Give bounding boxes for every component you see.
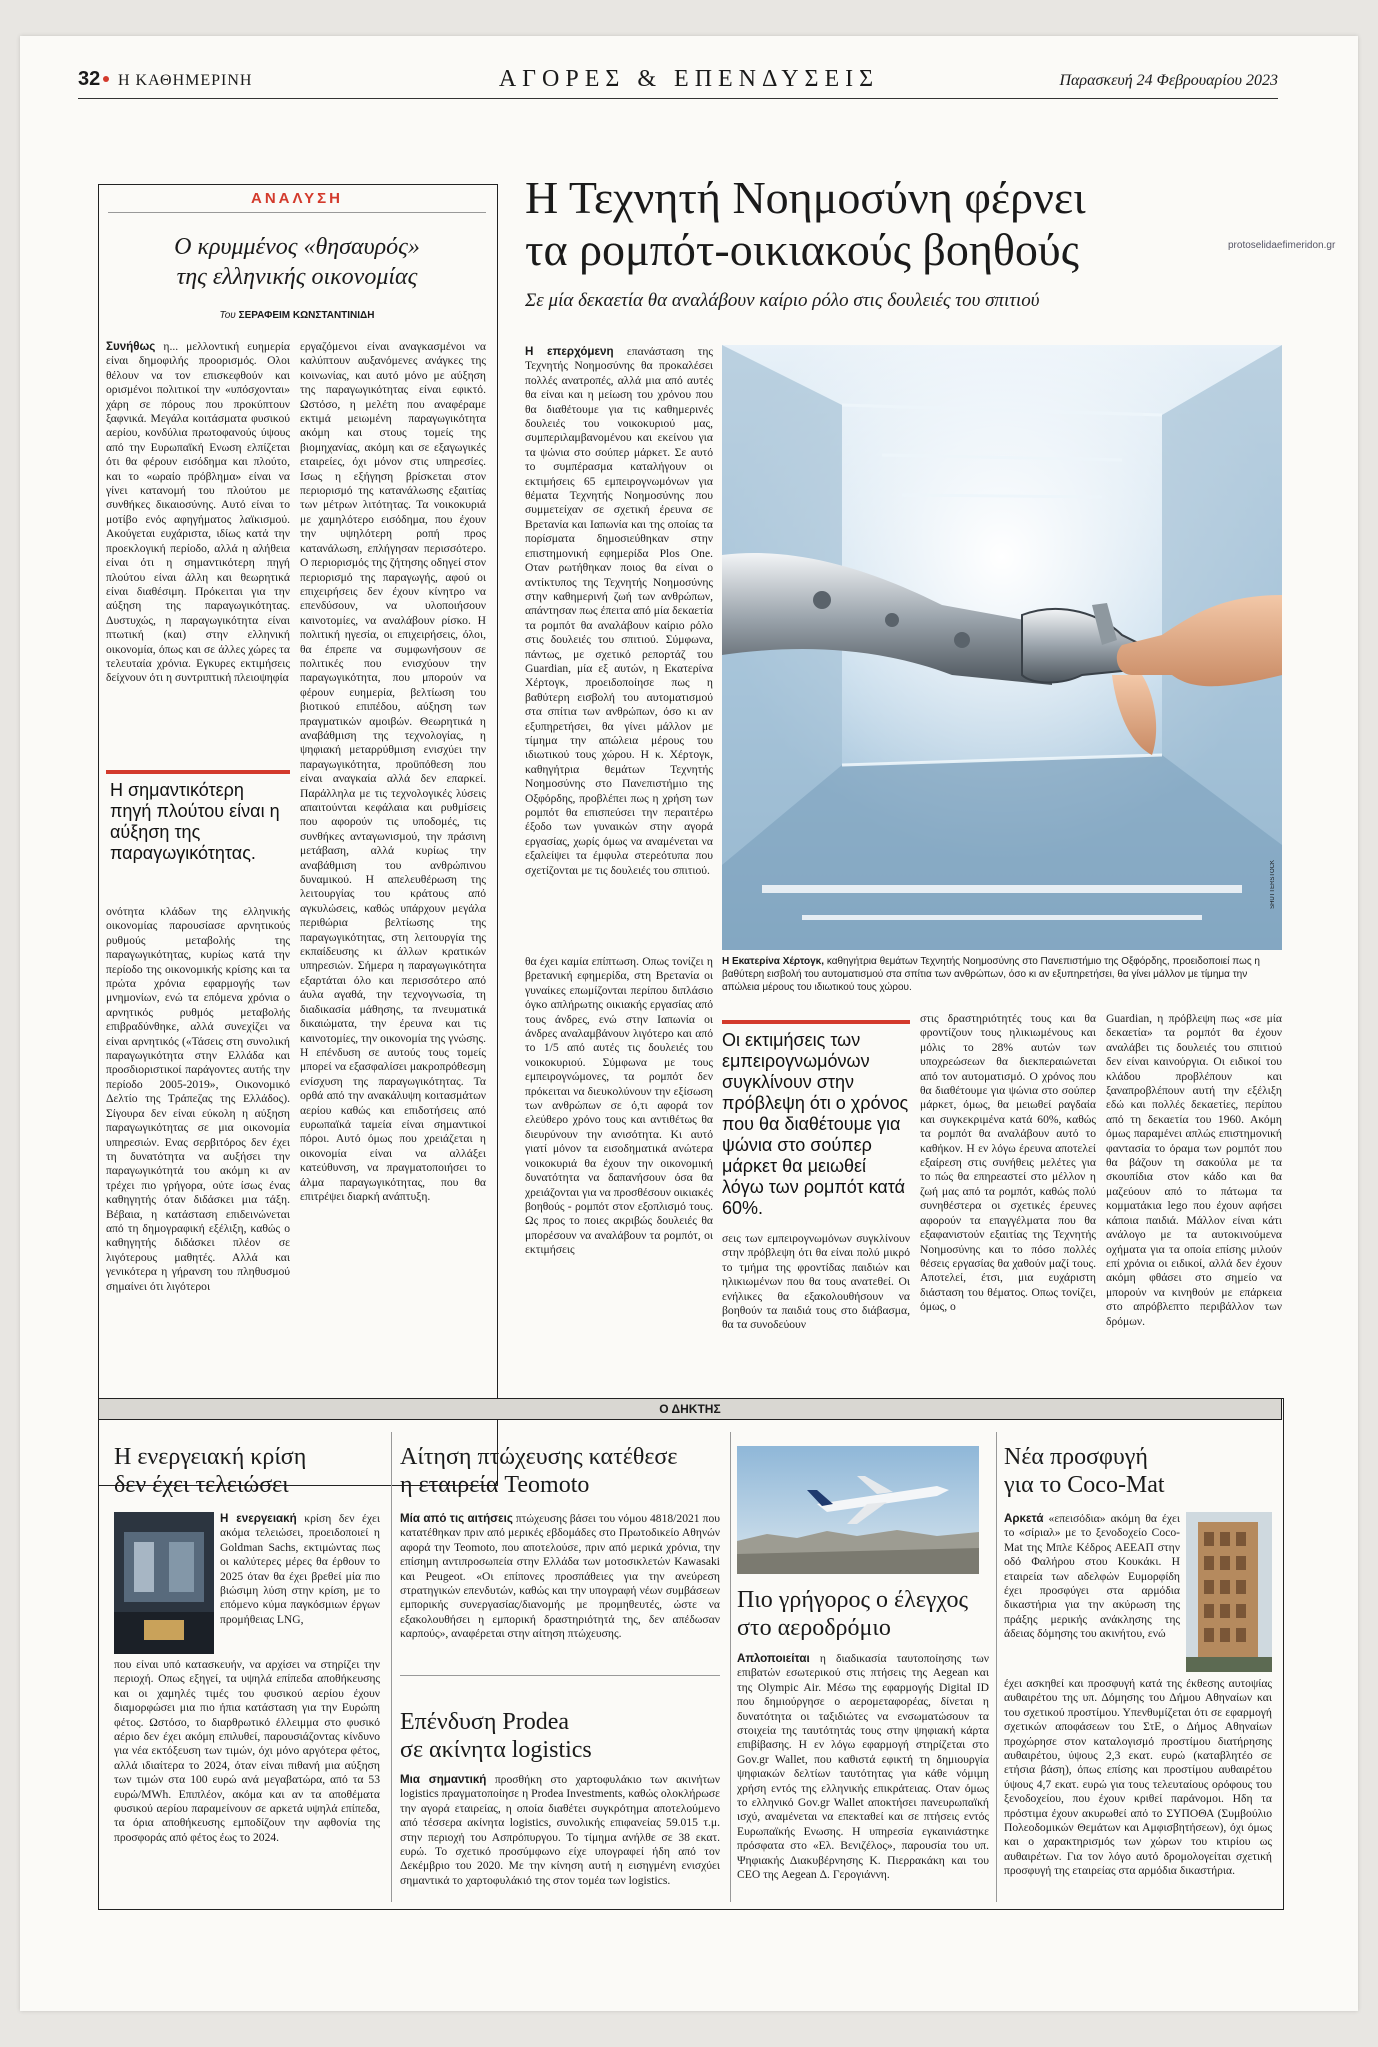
indicator-body-energy-2: που είναι υπό κατασκευήν, να αρχίσει να στηρίζει την περιοχή. Οπως εξηγεί, τα υψηλά επίπεδα αποθήκευσης και οι χαμηλές τιμές του φυσικού αερίου έχουν διαμορφώσει μια πιο ήπια κατάσταση για την Ευρώπη φέτος. Ωστόσο, το διαρθρωτικό έλλειμμα στο φυσικό αέριο δεν έχει ακόμη επιλυθεί, παρουσιάζοντας κίνδυνο για νέα εκτόξευση των τιμών, όχι μόνο αργότερα φέτος, αλλά ιδιαίτερα το 2024, όταν είναι πιθανή μια αύξηση των τιμών στα 100 ευρώ ανά μεγαβατώρα, από τα 53 ευρώ/MWh. Επιπλέον, ακόμα και αν τα αποθέματα φυσικού αερίου παραμείνουν σε αρκετά υψηλά επίπεδα, τα όρια αποθήκευσης εμποδίζουν την αφθονία της προσφοράς από φέτος έως το 2024. (114, 1658, 380, 1844)
analysis-title-line1: Ο κρυμμένος «θησαυρός» (174, 234, 420, 260)
newspaper-name: Η ΚΑΘΗΜΕΡΙΝΗ (118, 72, 253, 89)
lead-word: Αρκετά (1004, 1512, 1044, 1525)
prodea-text: προσθήκη στο χαρτοφυλάκιο των ακινήτων logistics πραγματοποίησε η Prodea Investments, καθώς ολοκλήρωσε την αγορά εταιρείας, η οποία διαθέτει συγκρότημα αποτελούμενο από τέσσερα ακίνητα logistics, συνολικής επιφανείας 59.015 τ.μ. στην περιοχή του Ασπρόπυργου. Το τίμημα ανήλθε σε 38 εκατ. ευρώ. Το σχετικό προσύμφωνο είχε υπογραφεί ήδη από τον Δεκέμβριο του 2020. Με την κίνηση αυτή η εισηγμένη ενισχύει σημαντικά το χαρτοφυλάκιό της στον τομέα των logistics. (400, 1773, 720, 1887)
indicator-title-teomoto (400, 1443, 720, 1499)
indicator-title-energy (114, 1443, 384, 1499)
headline-line2: τα ρομπότ-οικιακούς βοηθούς (525, 224, 1079, 275)
teomoto-text: πτώχευσης βάσει του νόμου 4818/2021 που κατατέθηκαν πριν από μερικές εβδομάδες στο Πρωτοδικείο Αθηνών αφορά την Teomoto, που αποτελούσε, πριν από μερικά χρόνια, την επίσημη αντιπροσωπεία στην Ελλάδα των μοτοσικλετών Kawasaki και Peugeot. «Οι επίπονες προσπάθειες για την ανεύρεση στρατηγικών επενδυτών, καθώς και την υπογραφή νέων συμβάσεων εμπορικής συνεργασίας/διανομής με προμηθευτές, ώστε να εξακολουθήσει η εμπορική δραστηριότητά της, δεν απέδωσαν καρπούς», αναφέρεται στην αίτηση πτώχευσης. (400, 1512, 720, 1641)
indicator-body-energy-1 (220, 1512, 380, 1657)
wrap-text: «επεισόδια» ακόμη θα έχει το «σίριαλ» με το ξενοδοχείο Coco-Mat της Μπλε Κέδρος ΑΕΕΑΠ στην οδό Φαλήρου στου Κουκάκι. Η εταιρεία των αδελφών Ευμορφίδη έχει προσφύγει στα αρμόδια δικαστήρια για την ακύρωση της πράξης μερικής ανάκλησης της άδειας δόμησης του ακινήτου, ενώ (1004, 1512, 1180, 1641)
main-body-1-text: επανάσταση της Τεχνητής Νοημοσύνης θα προκαλέσει πολλές ανατροπές, αλλά μια από αυτές θα είναι και η μείωση του χρόνου που θα διαθέτουμε για τις καθημερινές δουλειές του νοικοκυριού μας, συμπεριλαμβανομένου και εκείνου για τα ψώνια στο σούπερ μάρκετ. Σε αυτό το συμπέρασμα καταλήγουν οι εκτιμήσεις 65 εμπειρογνωμόνων για θέματα Τεχνητής Νοημοσύνης που συμμετείχαν σε σχετική έρευνα σε Βρετανία και Ιαπωνία και της οποίας τα πορίσματα δημοσιεύθηκαν στην επιστημονική εφημερίδα Plos One. Οταν ρωτήθηκαν ποιος θα είναι ο αντίκτυπος της Τεχνητής Νοημοσύνης στην καθημερινή ζωή των ανθρώπων, απάντησαν πως έπειτα από μία δεκαετία τα ρομπότ θα αναλάβουν καίριο ρόλο στις δουλειές του σπιτιού. Σύμφωνα, πάντως, με σχετικό ρεπορτάζ του Guardian, μία εξ αυτών, η Εκατερίνα Χέρτογκ, προειδοποίησε πως η βαθύτερη εισβολή του αυτοματισμού στα σπίτια των ανθρώπων, όσο κι αν εξυπηρετήσει, θα γίνει μάλλον με τίμημα την απώλεια μέρους του ιδιωτικού τους χώρου. Η κ. Χέρτογκ, καθηγήτρια θεμάτων Τεχνητής Νοημοσύνης στο Πανεπιστήμιο της Οξφόρδης, προβλέπει πως η χρήση των ρομπότ θα επισπεύσει την περαιτέρω έξοδο των γυναικών στην αγορά εργασίας, χωρίς όμως να αναμένεται να εξαλείψει τα έμφυλα στερεότυπα που σχετίζονται με τις δουλειές του σπιτιού. (525, 345, 713, 877)
main-headline (525, 172, 1245, 276)
indicator-title-cocomat (1004, 1443, 1274, 1499)
lead-word: Συνήθως (106, 340, 156, 353)
watermark: protoselidaefimeridon.gr (1228, 240, 1336, 251)
title-line: δεν έχει τελειώσει (114, 1472, 289, 1498)
indicator-title-prodea (400, 1708, 720, 1764)
title-line: σε ακίνητα logistics (400, 1737, 592, 1763)
indicator-body-airport (737, 1652, 989, 1902)
analysis-col1-top (106, 340, 290, 752)
wrap-text: κρίση δεν έχει ακόμα τελειώσει, προειδοποιεί η Goldman Sachs, εκτιμώντας πως οι καλύτερες μέρες θα έρθουν το 2025 όταν θα έχει βρεθεί μία πιο βιώσιμη λύση στην κρίση, με το επόμενο κύμα παγκόσμιων έργων προμήθειας LNG, (220, 1512, 380, 1626)
main-body-5: Guardian, η πρόβλεψη πως «σε μία δεκαετία» τα ρομπότ θα έχουν αναλάβει τις δουλειές του σπιτιού δεν είναι καινούργια. Οι ειδικοί του κλάδου προβλέπουν και ξαναπροβλέπουν αυτή την εξέλιξη εδώ και πολλές δεκαετίες, περίπου από τη δεκαετία του 1960. Ακόμη όμως παραμένει απλώς επιστημονική φαντασία το όραμα των ρομπότ που θα βάζουν τη σακούλα με τα σκουπίδια στον κάδο και θα μαζεύουν από το πάτωμα τα κομματάκια lego που έχουν αφήσει κάποια παιδιά. Μάλλον είναι κάτι ανάλογο με τα αυτοκινούμενα οχήματα για τα οποία επίσης μιλούν επί χρόνια οι ειδικοί, αλλά δεν έχουν ακόμη φθάσει στο σημείο να μπορούν να κινηθούν με επάρκεια στο απρόβλεπτο περιβάλλον των δρόμων. (1106, 1012, 1282, 1328)
byline-prefix: Του (219, 310, 236, 321)
pullquote-rule (722, 1020, 910, 1024)
header-rule (78, 98, 1278, 99)
analysis-title (108, 232, 486, 292)
analysis-body-1: η... μελλοντική ευημερία είναι δημοφιλής προορισμός. Ολοι θέλουν να τον επισκεφθούν και ορισμένοι πολιτικοί την «υπόσχονται» χάρη σε πόρους που προκύπτουν ξαφνικά. Μεγάλα κοιτάσματα φυσικού αερίου, κονδύλια πρωτοφανούς ύψους από την Ευρωπαϊκή Ενωση ελπίζεται ότι θα φέρουν εισόδημα και πλούτο, και το «ωραίο πρόβλημα» είναι να γίνει κατανομή του πλούτου με συνθήκες δικαιοσύνης. Αυτό είναι το μοτίβο ενός αφηγήματος λαϊκισμού. Ακούγεται ευχάριστα, ιδίως κατά την προεκλογική περίοδο, αλλά η αλήθεια είναι ότι η σημαντικότερη πηγή πλούτου είναι άλλη και θεωρητικά είναι διαθέσιμη. Πρόκειται για την αύξηση της παραγωγικότητας. Δυστυχώς, η παραγωγικότητα είναι πτωτική (και) στην ελληνική οικονομία, όπως και σε άλλες χώρες τα τελευταία χρόνια. Εγκυρες εκτιμήσεις δείχνουν ότι η συντριπτική πλειοψηφία (106, 340, 290, 685)
airport-text: η διαδικασία ταυτοποίησης των επιβατών εσωτερικού στις πτήσεις της Aegean και της Olympic Air. Μέσω της εφαρμογής Digital ID που δημιούργησε ο αερομεταφορέας, δίνεται η δυνατότητα οι ταξιδιώτες να ενσωματώσουν τα στοιχεία της ταυτότητάς τους στην ψηφιακή κάρτα επιβίβασης. Η εν λόγω εφαρμογή στηρίζεται στο Gov.gr Wallet, που καθιστά εφικτή τη δημιουργία ψηφιακών δελτίων ταυτότητας για κάθε νόμιμη χρήση εντός της ελληνικής επικράτειας. Οταν όμως το ελληνικό Gov.gr Wallet αποκτήσει πανευρωπαϊκή ισχύ, αναμένεται να επεκταθεί και σε πτήσεις εντός Ευρωπαϊκής Ενωσης. Η υπηρεσία εγκαινιάστηκε πρόσφατα στο «Ελ. Βενιζέλος», παρουσία του υπ. Ψηφιακής Διακυβέρνησης Κ. Πιερρακάκη και του CEO της Aegean Δ. Γερογιάννη. (737, 1652, 989, 1882)
hotel-building-photo (1186, 1512, 1272, 1672)
photo-caption (722, 955, 1282, 994)
column-divider (996, 1432, 997, 1902)
indicator-body-teomoto (400, 1512, 720, 1670)
title-line: η εταιρεία Teomoto (400, 1472, 590, 1498)
title-line: Επένδυση Prodea (400, 1709, 570, 1735)
kicker-rule (108, 212, 486, 213)
title-line: Νέα προσφυγή (1004, 1444, 1148, 1470)
main-pullquote: Οι εκτιμήσεις των εμπειρογνωμόνων συγκλίνουν στην πρόβλεψη ότι ο χρόνος που θα διαθέτουμε για ψώνια στο σούπερ μάρκετ θα μειωθεί λόγω των ρομπότ κατά 60%. (722, 1030, 909, 1218)
column-divider (730, 1432, 731, 1902)
column-divider (391, 1432, 392, 1902)
analysis-body-3: εργαζόμενοι είναι αναγκασμένοι να καλύπτουν αυξανόμενες ανάγκες της κοινωνίας, και αυτό μόνο με αύξηση της παραγωγικότητας είναι εφικτό. Ωστόσο, η μελέτη που αναφέραμε εκτιμά μειωμένη παραγωγικότητα ακόμη και στους τομείς της βιομηχανίας, ακόμη και σε εξαγωγικές εταιρείες, όχι μόνον στις υπηρεσίες. Ισως η εξήγηση βρίσκεται στον περιορισμό της κατανάλωσης εξαιτίας των μέτρων λιτότητας. Τα νοικοκυριά με χαμηλότερο εισόδημα, που έχουν την υψηλότερη ροπή προς κατανάλωση, επλήγησαν περισσότερο. Ο περιορισμός της ζήτησης οδηγεί στον περιορισμό της παραγωγής, αφού οι επιχειρήσεις δεν έχουν κίνητρο να επενδύσουν, να υλοποιήσουν καινοτομίες, να αναλάβουν ρίσκο. Η πολιτική ηγεσία, οι επιχειρήσεις, όλοι, θα έπρεπε να συμφωνήσουν σε πολιτικές που ενισχύουν την παραγωγικότητα, που μπορούν να φέρουν ευημερία, βελτίωση του βιοτικού επιπέδου, αύξηση των πραγματικών αμοιβών. Θεωρητικά η αναβάθμιση της τεχνολογίας, η ψηφιακή μεταρρύθμιση ενισχύει την παραγωγικότητα, προϋπόθεση που είναι αναγκαία αλλά δεν επαρκεί. Παράλληλα με τις τεχνολογικές λύσεις απαιτούνται κεφάλαια και ρυθμίσεις που αφορούν τις υποδομές, τις συνθήκες ανταγωνισμού, την πράσινη μετάβαση, αλλά κυρίως την αναβάθμιση του ανθρώπινου δυναμικού. Η απελευθέρωση της λειτουργίας του κράτους από αγκυλώσεις, καθώς υπάρχουν μεγάλα περιθώρια βελτίωσης της παραγωγικότητας, στη λειτουργία της εκπαίδευσης κι άλλων κρατικών υπηρεσιών. Σήμερα η παραγωγικότητα εξαρτάται όλο και περισσότερο από άυλα αγαθά, την τεχνογνωσία, τη διαδικασία μάθησης, τα πνευματικά δικαιώματα, την έρευνα και τις καινοτομίες, την οικονομία της γνώσης. Η επένδυση σε αυτούς τους τομείς μπορεί να εξασφαλίσει μακροπρόθεσμη ενίσχυση της παραγωγικότητας. Τα ορθά από την ανακάλυψη κοιτασμάτων αερίου καθώς και επιδοτήσεις από ευρωπαϊκά ταμεία είναι σημαντικοί πόροι. Αυτό όμως που χρειάζεται η οικονομία είναι να αλλάξει κατεύθυνση, να πραγματοποιήσει το άλμα παραγωγικότητας, που θα επιτρέψει διαρκή ανάπτυξη. (300, 340, 486, 1203)
analysis-kicker: ΑΝΑΛΥΣΗ (251, 190, 343, 207)
indicator-body-prodea (400, 1773, 720, 1901)
caption-text: καθηγήτρια θεμάτων Τεχνητής Νοημοσύνης στο Πανεπιστήμιο της Οξφόρδης, προειδοποιεί πως η βαθύτερη εισβολή του αυτοματισμού στα σπίτια των ανθρώπων, όσο κι αν εξυπηρετήσει, θα γίνει μάλλον με τίμημα την απώλεια μέρους του ιδιωτικού τους χώρου. (722, 956, 1260, 993)
analysis-body-2: ονότητα κλάδων της ελληνικής οικονομίας παρουσίασε αρνητικούς ρυθμούς μεταβολής της παραγωγικότητας, κυρίως κατά την περίοδο της οικονομικής κρίσης και τα πρώτα χρόνια εφαρμογής των μνημονίων, ενώ τα επόμενα χρόνια ο αρνητικός ρυθμός μεταβολής επιβραδύνθηκε, αλλά συνεχίζει να είναι αρνητικός («Τάσεις στη συνολική παραγωγικότητα στην Ελλάδα και προσδιοριστικοί παράγοντες αυτής την περίοδο 2005-2019», Οικονομικό Δελτίο της Τράπεζας της Ελλάδος). Σίγουρα δεν είναι εύκολη η αύξηση παραγωγικότητας σε μια οικονομία υπηρεσιών. Ενας σερβιτόρος δεν έχει τη δυνατότητα να αυξήσει την παραγωγικότητά του ακόμη κι αν τρέχει πιο γρήγορα, ούτε ίσως ένας καθηγητής όταν διδάσκει μια τάξη. Βέβαια, η κατάσταση επιδεινώνεται από τη δημογραφική εξέλιξη, καθώς ο καθηγητής διδάσκει πλέον σε λιγότερους μαθητές. Αλλά και γενικότερα η γήρανση του πληθυσμού σημαίνει ότι λιγότεροι (106, 905, 290, 1293)
title-line: Πιο γρήγορος ο έλεγχος (737, 1587, 969, 1613)
issue-date: Παρασκευή 24 Φεβρουαρίου 2023 (1059, 72, 1278, 89)
indicator-body-cocomat-1 (1004, 1512, 1180, 1675)
lead-word: Η επερχόμενη (525, 345, 614, 358)
headline-line1: Η Τεχνητή Νοημοσύνη φέρνει (525, 172, 1086, 223)
caption-name: Η Εκατερίνα Χέρτογκ, (722, 956, 825, 967)
lead-word: Μια σημαντική (400, 1773, 487, 1786)
lead-word: Μία από τις αιτήσεις (400, 1512, 513, 1525)
article-divider (400, 1675, 720, 1676)
byline-name: ΣΕΡΑΦΕΙΜ ΚΩΝΣΤΑΝΤΙΝΙΔΗ (238, 310, 375, 321)
title-line: για το Coco-Mat (1004, 1472, 1165, 1498)
page-number: 32 (78, 68, 101, 90)
main-subtitle: Σε μία δεκαετία θα αναλάβουν καίριο ρόλο στις δουλειές του σπιτιού (525, 290, 1040, 311)
title-line: στο αεροδρόμιο (737, 1615, 891, 1641)
main-body-4: στις δραστηριότητές τους και θα φροντίζουν τους ηλικιωμένους και μόλις το 28% αυτών των υποχρεώσεων θα διεκπεραιώνεται από τον αυτοματισμό. Ο χρόνος που θα διαθέτουμε για ψώνια στο σούπερ μάρκετ, όμως, θα μειωθεί ραγδαία και συγκεκριμένα κατά 60%, καθώς τα ρομπότ θα αναλάβουν αυτό το καθήκον. Η εν λόγω έρευνα αποτελεί εξαίρεση στις συνήθεις μελέτες για το πώς θα επηρεαστεί στο μέλλον η ζωή μας από τα ρομπότ, καθώς πολύ συνηθέστερα οι σχετικές έρευνες αφορούν τα επαγγέλματα που θα εξαφανιστούν εξαιτίας της Τεχνητής Νοημοσύνης και το πόσο πολλές θέσεις εργασίας θα χαθούν μαζί τους. Αποτελεί, έτσι, μια ευχάριστη διάσταση του θέματος. Οπως τονίζει, όμως, ο (920, 1012, 1096, 1314)
gas-facility-photo (114, 1512, 214, 1654)
section-title: ΑΓΟΡΕΣ & ΕΠΕΝΔΥΣΕΙΣ (498, 66, 880, 92)
airplane-photo (737, 1446, 979, 1574)
analysis-title-line2: της ελληνικής οικονομίας (176, 264, 418, 290)
robot-hand-photo (722, 345, 1282, 950)
main-body-3: σεις των εμπειρογνωμόνων συγκλίνουν στην πρόβλεψη ότι θα είναι πολύ μικρό το τμήμα της φροντίδας παιδιών και ηλικιωμένων που θα τους ανατεθεί. Οι ενήλικες θα εξακολουθήσουν να βοηθούν τα παιδιά τους στο διάβασμα, θα τα συνοδεύουν (722, 1232, 910, 1332)
title-line: Αίτηση πτώχευσης κατέθεσε (400, 1444, 678, 1470)
main-body-1 (525, 345, 713, 950)
lead-word: Η ενεργειακή (220, 1512, 297, 1525)
indicator-title-airport (737, 1586, 987, 1642)
title-line: Η ενεργειακή κρίση (114, 1444, 307, 1470)
photo-credit: SHUTTERSTOCK (1270, 860, 1276, 909)
main-body-2: θα έχει καμία επίπτωση. Οπως τονίζει η βρετανική εφημερίδα, στη Βρετανία οι γυναίκες επωμίζονται περίπου διπλάσιο όγκο απλήρωτης οικιακής εργασίας από τους άνδρες, ενώ στην Ιαπωνία οι άνδρες αναλαμβάνουν λιγότερο και από το 1/5 από αυτές τις δουλειές του νοικοκυριού. Σύμφωνα με τους εμπειρογνώμονες, τα ρομπότ δεν πρόκειται να διευκολύνουν την εξίσωση των ανθρώπων σε ό,τι αφορά τον ελεύθερο χρόνο τους και αντιθέτως θα διευρύνουν την ανισότητα. Κι αυτό γιατί μόνον τα εισοδηματικά ανώτερα νοικοκυριά θα έχουν την οικονομική δυνατότητα να δαπανήσουν όσα θα χρειάζονται για να προσθέσουν οικιακές βοηθούς - ρομπότ στον εξοπλισμό τους. Ως προς το ποιες ακριβώς δουλειές θα μπορέσουν να αναλάβουν τα ρομπότ, οι εκτιμήσεις (525, 955, 713, 1257)
analysis-pullquote: Η σημαντικότερη πηγή πλούτου είναι η αύξηση της παραγωγικότητας. (110, 780, 280, 863)
lead-word: Απλοποιείται (737, 1652, 810, 1665)
pullquote-rule (106, 770, 290, 774)
indicator-label: Ο ΔΗΚΤΗΣ (98, 1398, 1282, 1420)
indicator-body-cocomat-2: έχει ασκηθεί και προσφυγή κατά της έκθεσης αυτοψίας αυθαιρέτου της υπ. Δόμησης του Δήμου Αθηναίων και του σχετικού προστίμου. Υπενθυμίζεται ότι σε εφαρμογή σχετικών αποφάσεων του ΣτΕ, ο Δήμος Αθηναίων προχώρησε στον καταλογισμό προστίμου διατήρησης αυθαιρέτου, ύψους 2,3 εκατ. ευρώ (καταβλητέο σε ετήσια βάση), όπως επίσης και προστίμου αυθαιρέτου ύψους 4,7 εκατ. ευρώ για τους τελευταίους ορόφους του ξενοδοχείου, που έχουν κριθεί παράνομοι. Ηδη τα πρόστιμα έχουν ακυρωθεί από το ΣΥΠΟΘΑ (Συμβούλιο Πολεοδομικών Θεμάτων και Αμφισβητήσεων), όχι όμως και ο χαρακτηρισμός των χώρων του κτιρίου ως αυθαιρέτων. Για τον λόγο αυτό δρομολογείται σχετική προσφυγή της εταιρείας στα αρμόδια δικαστήρια. (1004, 1677, 1272, 1878)
analysis-byline (108, 310, 486, 321)
